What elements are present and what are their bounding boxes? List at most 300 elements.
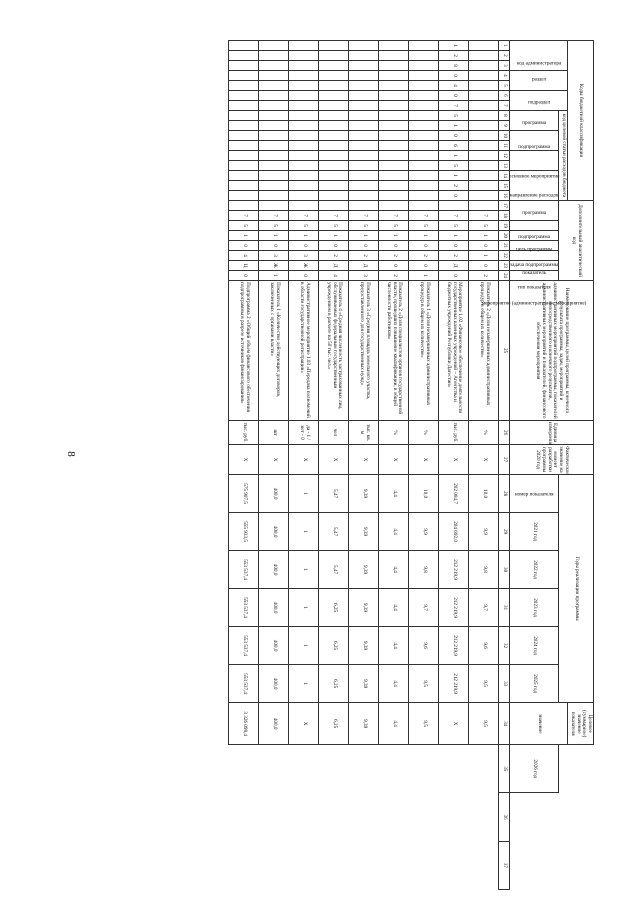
code-cell: 5 [409,221,439,231]
code-cell [379,101,409,111]
code-cell: Ж [289,261,319,271]
column-index-cell: 17 [499,201,510,211]
row-year-value: 9,8 [409,551,439,589]
code-cell [379,111,409,121]
code-cell: 1 [289,231,319,241]
header-year-2025: 2025 год [510,665,559,703]
row-year-value: 10,0 [409,475,439,513]
row-year-value: 5,47 [319,551,349,589]
code-cell [319,121,349,131]
code-cell: 8 [439,61,469,71]
column-index-cell: 8 [499,111,510,121]
code-cell [469,131,499,141]
column-index-cell: 35 [499,745,510,793]
code-cell [379,71,409,81]
code-cell [289,121,319,131]
code-cell: 1 [469,231,499,241]
code-cell [379,131,409,141]
header-prog-event: мероприятие (административное мероприятие) [510,251,559,261]
code-cell [259,51,289,61]
row-final-value: X [439,703,469,745]
code-cell: 1 [349,231,379,241]
column-index-cell: 25 [499,281,510,421]
code-cell [409,51,439,61]
row-year-value: 553 537,4 [229,589,259,627]
code-cell: 0 [439,241,469,251]
row-year-value: 9,39 [349,551,379,589]
row-final-value: 9,5 [409,703,439,745]
code-cell: 2 [469,271,499,281]
code-cell: 0 [469,241,499,251]
row-unit: % [469,421,499,445]
table-row [289,41,319,890]
row-year-value: 212 219,9 [439,627,469,665]
code-cell [379,91,409,101]
code-cell: 1 [229,231,259,241]
code-cell [379,141,409,151]
code-cell [469,61,499,71]
code-cell [289,81,319,91]
header-program-codes: Дополнительный аналитический код [559,201,594,281]
row-year-value: 212 219,9 [439,665,469,703]
column-index-cell: 3 [499,61,510,71]
row-unit: % [409,421,439,445]
header-unit: Единица измерения [510,421,594,445]
code-cell: 2 [349,251,379,261]
code-cell [409,201,439,211]
row-unit: да - 1 / нет - 0 [289,421,319,445]
header-expense-code: код целевой статьи расходов бюджета [559,111,568,201]
code-cell: 7 [259,211,289,221]
column-index-cell: 21 [499,241,510,251]
header-year-2026: 2026 год [510,745,559,793]
row-final-value: 6,25 [319,703,349,745]
program-table-sheet [99,40,594,890]
code-cell [259,101,289,111]
code-cell [349,91,379,101]
column-index-cell: 14 [499,171,510,181]
row-year-value: 4,4 [379,665,409,703]
code-cell: 2 [439,181,469,191]
code-cell [469,151,499,161]
row-year-value: 9,7 [409,589,439,627]
column-index-cell: 37 [499,841,510,889]
code-cell: 0 [409,261,439,271]
code-cell [409,191,439,201]
code-cell: 1 [379,231,409,241]
header-main-event: основное мероприятие [510,151,559,171]
code-cell [259,151,289,161]
row-year-value: 553 537,4 [229,627,259,665]
column-index-cell: 15 [499,181,510,191]
row-year-value: 212 219,9 [439,551,469,589]
row-year-value: 9,5 [469,665,499,703]
code-cell [469,201,499,211]
code-cell [349,111,379,121]
column-index-cell: 23 [499,261,510,271]
code-cell [229,51,259,61]
column-index-cell: 29 [499,513,510,551]
code-cell [259,61,289,71]
row-year-value: 1 [289,475,319,513]
code-cell [229,191,259,201]
code-cell [289,201,319,211]
code-cell: 5 [349,221,379,231]
row-unit: чел [319,421,349,445]
code-cell [349,71,379,81]
code-cell [409,101,439,111]
code-cell: 1 [259,231,289,241]
header-name: Наименование программы, целей программы, конечного результата программы, задач, мероприятий и административных мероприятий подпрограммы, показателей непосредственного и конечного результатов, административных мероприятий и показателей, финансового обеспечения мероприятия [510,281,594,421]
code-cell [319,151,349,161]
code-cell [469,161,499,171]
row-year-value: 400,0 [259,589,289,627]
row-name: Показатель 3 «Средняя площадь земельного участка, предоставленного для государственных нужд» [349,281,379,421]
code-cell: 5 [439,161,469,171]
column-index-cell: 27 [499,445,510,475]
code-cell: 1 [439,151,469,161]
code-cell [319,111,349,121]
table-row [469,41,499,890]
code-cell: 4 [439,81,469,91]
code-cell [319,141,349,151]
code-cell [379,151,409,161]
code-cell: 1 [469,251,499,261]
code-cell [289,91,319,101]
row-year-value: 400,0 [259,513,289,551]
code-cell [229,161,259,171]
code-cell [349,81,379,91]
code-cell: 7 [349,211,379,221]
code-cell: 7 [409,211,439,221]
code-cell [409,121,439,131]
code-cell [259,121,289,131]
column-index-cell: 4 [499,71,510,81]
code-cell [349,101,379,111]
table-row [319,41,349,890]
column-index-cell: 28 [499,475,510,513]
code-cell: 2 [379,251,409,261]
code-cell: 7 [469,211,499,221]
row-base-value: X [409,445,439,475]
code-cell [259,131,289,141]
code-cell: 0 [319,241,349,251]
code-cell [259,91,289,101]
row-year-value: 202 084,7 [439,475,469,513]
row-year-value: 553 537,4 [229,551,259,589]
row-year-value: 1 [289,665,319,703]
code-cell: 1 [409,231,439,241]
table-row [349,41,379,890]
row-year-value: 4,4 [379,513,409,551]
row-name: Подпрограмма 2 «Общий объем финансового обеспечения подпрограммы в разрезе источников финансирования» [229,281,259,421]
code-cell [379,181,409,191]
code-cell [319,71,349,81]
code-cell: 0 [259,241,289,251]
code-cell: 1 [439,121,469,131]
header-admin-code: код администратора [510,41,568,71]
header-prog-task: задача подпрограммы [510,241,559,251]
row-final-value: 9,39 [349,703,379,745]
row-year-value: 9,7 [469,589,499,627]
code-cell: 2 [439,251,469,261]
row-year-value: 400,0 [259,475,289,513]
code-cell [289,151,319,161]
row-base-value: X [349,445,379,475]
header-prog-indicator-number: номер показателя [510,475,559,513]
row-year-value: 553 537,4 [229,665,259,703]
code-cell [319,101,349,111]
code-cell: 1 [439,231,469,241]
header-budget-codes: Коды бюджетной классификации [568,41,594,201]
code-cell: 5 [439,221,469,231]
row-year-value: 400,0 [259,551,289,589]
code-cell [409,71,439,81]
row-year-value: 9,39 [349,627,379,665]
code-cell: Д [319,261,349,271]
row-base-value: X [319,445,349,475]
code-cell [229,151,259,161]
code-cell: 0 [439,191,469,201]
code-cell: 5 [469,221,499,231]
code-cell [229,141,259,151]
code-cell: 4 [229,251,259,261]
code-cell [469,41,499,51]
header-prog-subprogram: подпрограмма [510,221,559,231]
code-cell [409,131,439,141]
row-year-value: 6,25 [319,627,349,665]
row-base-value: X [439,445,469,475]
code-cell [289,161,319,171]
row-year-value: 9,39 [349,589,379,627]
code-cell [469,121,499,131]
code-cell: 2 [439,51,469,61]
code-cell [229,131,259,141]
code-cell [229,201,259,211]
code-cell [409,41,439,51]
code-cell: 1 [259,271,289,281]
code-cell: 0 [439,131,469,141]
code-cell: 6 [439,141,469,151]
header-subsection: подраздел [510,91,568,111]
code-cell [319,41,349,51]
code-cell: 0 [439,91,469,101]
header-prog-indicator-type: тип показателя [510,271,559,281]
code-cell: 0 [289,241,319,251]
header-prog-goal: цель программы [510,231,559,241]
code-cell: 2 [379,271,409,281]
code-cell: 0 [229,241,259,251]
row-year-value: 204 692,0 [439,513,469,551]
code-cell: 3 [259,251,289,261]
code-cell: 0 [349,241,379,251]
row-year-value: 9,8 [469,551,499,589]
header-year-2022: 2022 год [510,551,559,589]
code-cell [469,111,499,121]
code-cell [229,91,259,101]
row-name: Показатель 1 «Количество действующих договоров, заключенных с органами власти» [259,281,289,421]
code-cell [379,121,409,131]
row-final-value: 3 326 098,4 [229,703,259,745]
row-year-value: 5,47 [319,475,349,513]
code-cell [409,61,439,71]
column-index-cell: 26 [499,421,510,445]
header-years: Годы реализации программы [559,475,594,703]
row-unit: шт [259,421,289,445]
program-table [228,40,594,890]
column-index-cell: 11 [499,141,510,151]
code-cell: 1 [409,271,439,281]
code-cell: 5 [379,221,409,231]
code-cell [349,181,379,191]
header-expense-direction: направление расходов [510,171,559,201]
code-cell [469,91,499,101]
code-cell [259,111,289,121]
code-cell: Ц [229,261,259,271]
row-year-value: 5,47 [319,513,349,551]
code-cell: 7 [439,211,469,221]
table-row [409,41,439,890]
header-section: раздел [510,71,568,91]
header-final: Целевое (суммарное) значение показателя [568,703,594,745]
code-cell [229,81,259,91]
column-index-cell: 6 [499,91,510,101]
code-cell [349,191,379,201]
column-index-cell: 22 [499,251,510,261]
code-cell [259,71,289,81]
code-cell: 7 [289,211,319,221]
row-base-value: X [379,445,409,475]
row-unit: % [379,421,409,445]
code-cell [379,201,409,211]
code-cell [379,51,409,61]
code-cell [229,181,259,191]
code-cell: 7 [229,211,259,221]
code-cell: 7 [379,211,409,221]
code-cell: 3 [349,271,379,281]
code-cell [319,171,349,181]
code-cell [319,201,349,211]
code-cell [349,151,379,161]
code-cell [229,41,259,51]
code-cell: 0 [229,271,259,281]
code-cell [319,181,349,191]
row-name: Показатель 1 «Доля незавершенных административных процедур в общем их количестве» [409,281,439,421]
code-cell [379,41,409,51]
code-cell: Д [349,261,379,271]
column-index-cell: 13 [499,161,510,171]
column-index-cell: 24 [499,271,510,281]
code-cell [379,81,409,91]
code-cell [229,71,259,81]
row-year-value: 9,6 [469,627,499,665]
code-cell [379,191,409,201]
column-index-row [499,41,510,890]
code-cell: 5 [439,111,469,121]
code-cell [409,111,439,121]
code-cell [259,201,289,211]
code-cell [289,71,319,81]
column-index-cell: 36 [499,793,510,841]
row-base-value: X [229,445,259,475]
code-cell: 3 [289,251,319,261]
code-cell [349,131,379,141]
code-cell [289,171,319,181]
code-cell: 0 [439,271,469,281]
column-index-cell: 20 [499,231,510,241]
code-cell: 5 [319,221,349,231]
code-cell [229,171,259,181]
header-prog-indicator: показатель [510,261,559,271]
code-cell [229,111,259,121]
code-cell [409,81,439,91]
code-cell: 1 [439,171,469,181]
row-year-value: 10,0 [469,475,499,513]
table-row [439,41,469,890]
code-cell [349,51,379,61]
row-year-value: 400,0 [259,665,289,703]
code-cell [349,141,379,151]
code-cell [349,201,379,211]
row-base-value: X [289,445,319,475]
code-cell [469,181,499,191]
code-cell [469,191,499,201]
code-cell [469,81,499,91]
code-cell [319,81,349,91]
code-cell: 1 [439,41,469,51]
row-final-value: X [289,703,319,745]
column-index-cell: 32 [499,627,510,665]
column-index-cell: 1 [499,41,510,51]
code-cell: 0 [469,261,499,271]
header-year-2021: 2021 год [510,513,559,551]
row-year-value: 400,0 [259,627,289,665]
code-cell [259,141,289,151]
code-cell [289,181,319,191]
code-cell [259,81,289,91]
code-cell [319,51,349,61]
code-cell [319,91,349,101]
code-cell [319,131,349,141]
row-year-value: 9,39 [349,475,379,513]
header-year-2024: 2024 год [510,627,559,665]
code-cell: Ж [259,261,289,271]
header-final-sub: значение [510,703,568,745]
code-cell: Д [439,261,469,271]
code-cell [409,161,439,171]
code-cell [259,181,289,191]
row-year-value: 4,4 [379,627,409,665]
row-year-value: 1 [289,551,319,589]
header-program: программа [510,111,559,131]
code-cell: 0 [379,241,409,251]
code-cell: 0 [439,71,469,81]
row-final-value: 4,4 [379,703,409,745]
row-year-value: 9,9 [409,513,439,551]
column-index-cell: 19 [499,221,510,231]
row-year-value: 4,4 [379,475,409,513]
row-unit: тыс. руб. [229,421,259,445]
header-base: Фактическое значение на момент разработки программы 2020 год [510,445,594,475]
code-cell [469,141,499,151]
code-cell [349,171,379,181]
code-cell: 0 [289,271,319,281]
column-index-cell: 16 [499,191,510,201]
code-cell [289,131,319,141]
column-index-cell: 2 [499,51,510,61]
column-index-cell: 12 [499,151,510,161]
code-cell [289,51,319,61]
